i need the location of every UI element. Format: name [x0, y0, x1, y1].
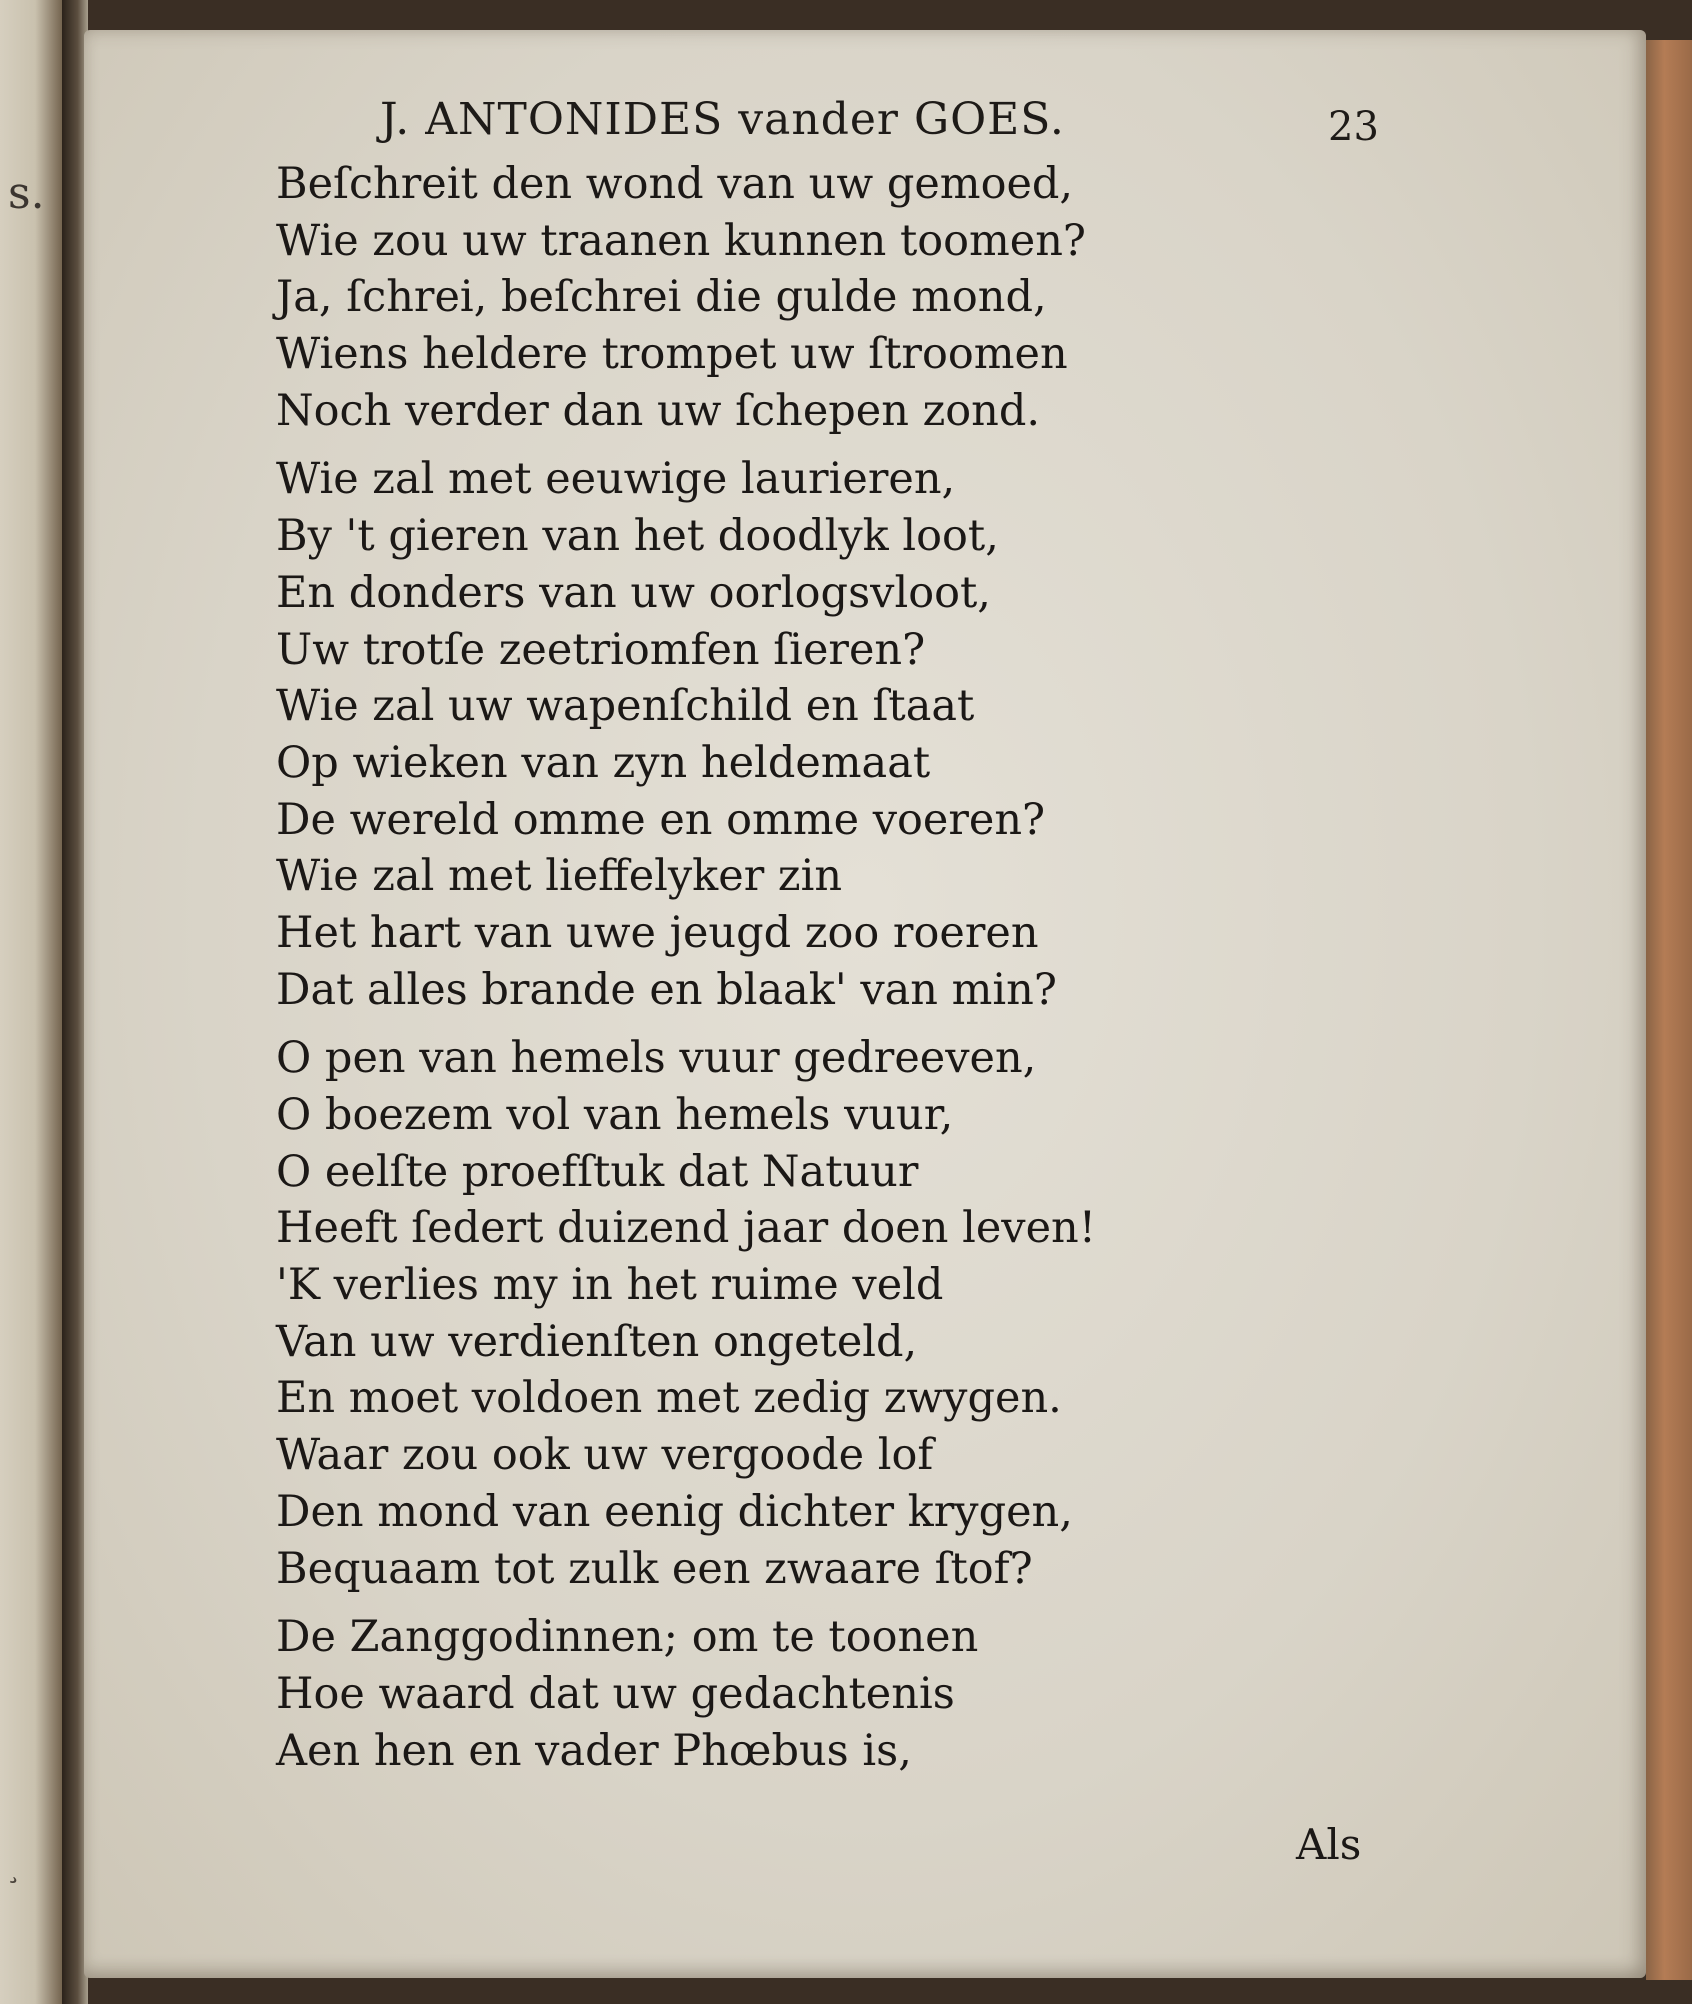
poem-line: Hoe waard dat uw gedachtenis — [276, 1668, 955, 1719]
stanza — [276, 1609, 1096, 1779]
poem-line: Aen hen en vader Phœbus is, — [276, 1725, 912, 1776]
poem-line: Ja, ſchrei, beſchrei die gulde mond, — [276, 272, 1047, 323]
poem-line: Bequaam tot zulk een zwaare ſtof? — [276, 1543, 1033, 1594]
poem-line: O pen van hemels vuur gedreeven, — [276, 1033, 1037, 1084]
running-head: J. ANTONIDES vander GOES. — [380, 94, 1065, 145]
poem-line: En donders van uw oorlogsvloot, — [276, 567, 991, 618]
stanza — [276, 451, 1096, 1018]
poem-line: Wie zal met eeuwige laurieren, — [276, 454, 956, 505]
poem-line: Uw trotſe zeetriomfen ſieren? — [276, 624, 926, 675]
poem-text — [276, 156, 1096, 1791]
poem-line: Waar zou ook uw vergoode lof — [276, 1430, 934, 1481]
catchword: Als — [1296, 1820, 1362, 1869]
poem-line: Wiens heldere trompet uw ſtroomen — [276, 329, 1068, 380]
poem-line: Wie zal met lieffelyker zin — [276, 851, 843, 902]
poem-line: Wie zal uw wapenſchild en ſtaat — [276, 681, 975, 732]
left-page-margin-mark: ¸ — [6, 1850, 21, 1885]
poem-line: En moet voldoen met zedig zwygen. — [276, 1373, 1062, 1424]
page-number: 23 — [1328, 104, 1379, 150]
stanza — [276, 156, 1096, 439]
poem-line: Dat alles brande en blaak' van min? — [276, 964, 1057, 1015]
left-page-edge — [0, 0, 64, 2004]
poem-line: By 't gieren van het doodlyk loot, — [276, 511, 999, 562]
poem-line: Heeft ſedert duizend jaar doen leven! — [276, 1203, 1097, 1254]
poem-line: Wie zou uw traanen kunnen toomen? — [276, 215, 1086, 266]
poem-line: Noch verder dan uw ſchepen zond. — [276, 385, 1041, 436]
left-page-margin-text: s. — [8, 168, 45, 219]
poem-line: 'K verlies my in het ruime veld — [276, 1260, 944, 1311]
poem-line: De wereld omme en omme voeren? — [276, 794, 1046, 845]
poem-line: Beſchreit den wond van uw gemoed, — [276, 159, 1074, 209]
poem-line: O eelſte proefſtuk dat Natuur — [276, 1146, 919, 1197]
poem-line: Van uw verdienſten ongeteld, — [276, 1316, 918, 1367]
poem-line: Op wieken van zyn heldemaat — [276, 737, 931, 788]
poem-line: De Zanggodinnen; om te toonen — [276, 1612, 979, 1663]
stanza — [276, 1030, 1096, 1597]
poem-line: O boezem vol van hemels vuur, — [276, 1090, 954, 1140]
poem-line: Het hart van uwe jeugd zoo roeren — [276, 907, 1039, 958]
poem-line: Den mond van eenig dichter krygen, — [276, 1486, 1073, 1537]
book-page-edges — [1646, 40, 1692, 1980]
